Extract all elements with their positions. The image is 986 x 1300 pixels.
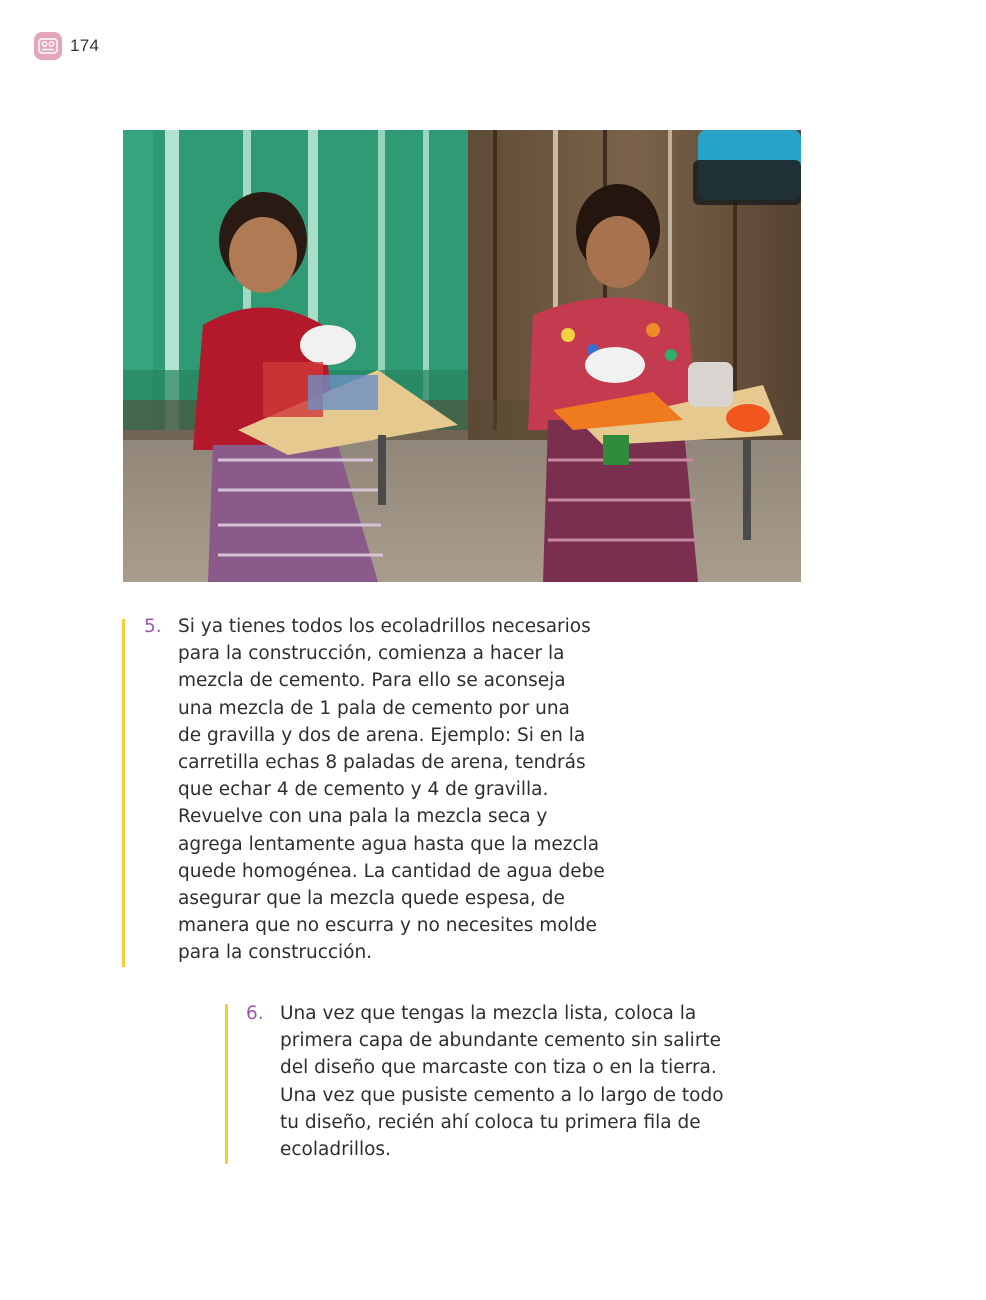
step-accent-bar [225,1004,228,1164]
step-text: Una vez que tengas la mezcla lista, coloca la primera capa de abundante cemento sin salirte del diseño que marcaste con tiza o en la tierra. Una vez que pusiste cemento a lo largo de todo tu diseño, recién ahí coloca tu primera fila de ecoladrillos. [280,1003,724,1161]
step-accent-bar [122,619,125,967]
instruction-step-6 [225,1000,785,1170]
page-header [34,32,99,60]
step-number: 6. [246,1003,264,1024]
step-number: 5. [144,616,162,637]
photo-students-at-desks [123,130,801,582]
step-text: Si ya tienes todos los ecoladrillos necesarios para la construcción, comienza a hacer la mezcla de cemento. Para ello se aconseja una mezcla de 1 pala de cemento por una de gravilla y dos de arena. Ejemplo: Si en la carretilla echas 8 paladas de arena, tendrás que echar 4 de cemento y 4 de gravilla. Revuelve con una pala la mezcla seca y agrega lentamente agua hasta que la mezcla quede homogénea. La cantidad de agua debe asegurar que la mezcla quede espesa, de manera que no escurra y no necesites molde para la construcción. [178,616,605,964]
book-logo-icon [34,32,62,60]
instruction-step-5 [122,613,662,969]
page-number: 174 [70,36,100,55]
